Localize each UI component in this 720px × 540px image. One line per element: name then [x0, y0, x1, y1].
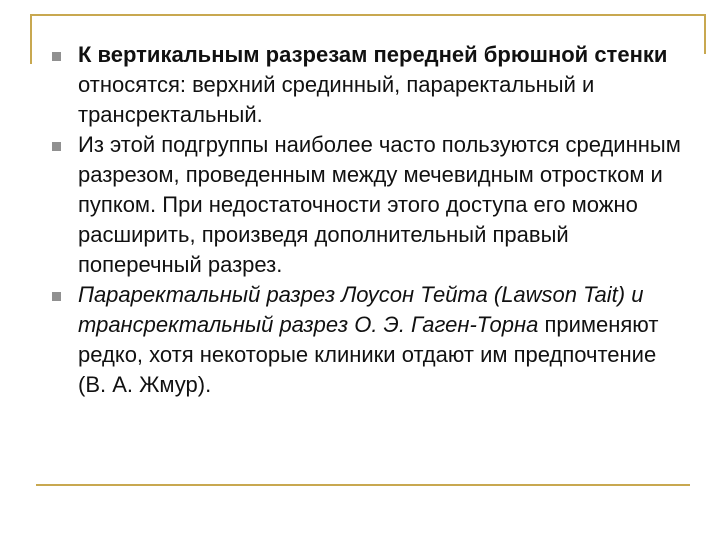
bottom-divider-line: [36, 484, 690, 486]
bullet-text: Из этой подгруппы наиболее часто пользуются срединным разрезом, проведенным между мечевидным отростком и пупком. При недостаточности этого доступа его можно расширить, произведя дополнительный правый поперечный разрез.: [78, 132, 681, 277]
bullet-text: относятся: верхний срединный, параректальный и трансректальный.: [78, 72, 595, 127]
square-bullet-icon: [52, 292, 61, 301]
bullet-bold-text: К вертикальным разрезам передней брюшной стенки: [78, 42, 668, 67]
top-divider-line: [30, 14, 706, 16]
square-bullet-icon: [52, 142, 61, 151]
bullet-item-pararectal-incision: [48, 280, 688, 400]
bullet-list: [48, 40, 688, 400]
right-divider-line: [704, 14, 706, 54]
bullet-item-vertical-incisions: [48, 40, 688, 130]
square-bullet-icon: [52, 52, 61, 61]
left-divider-line: [30, 14, 32, 64]
bullet-italic-text: Параректальный разрез Лоусон Тейта (Lawson Tait) и трансректальный разрез О. Э. Гаген-Торна: [78, 282, 644, 337]
bullet-text: применяют редко, хотя некоторые клиники отдают им предпочтение (В. А. Жмур).: [78, 312, 659, 397]
bullet-item-midline-incision: [48, 130, 688, 280]
